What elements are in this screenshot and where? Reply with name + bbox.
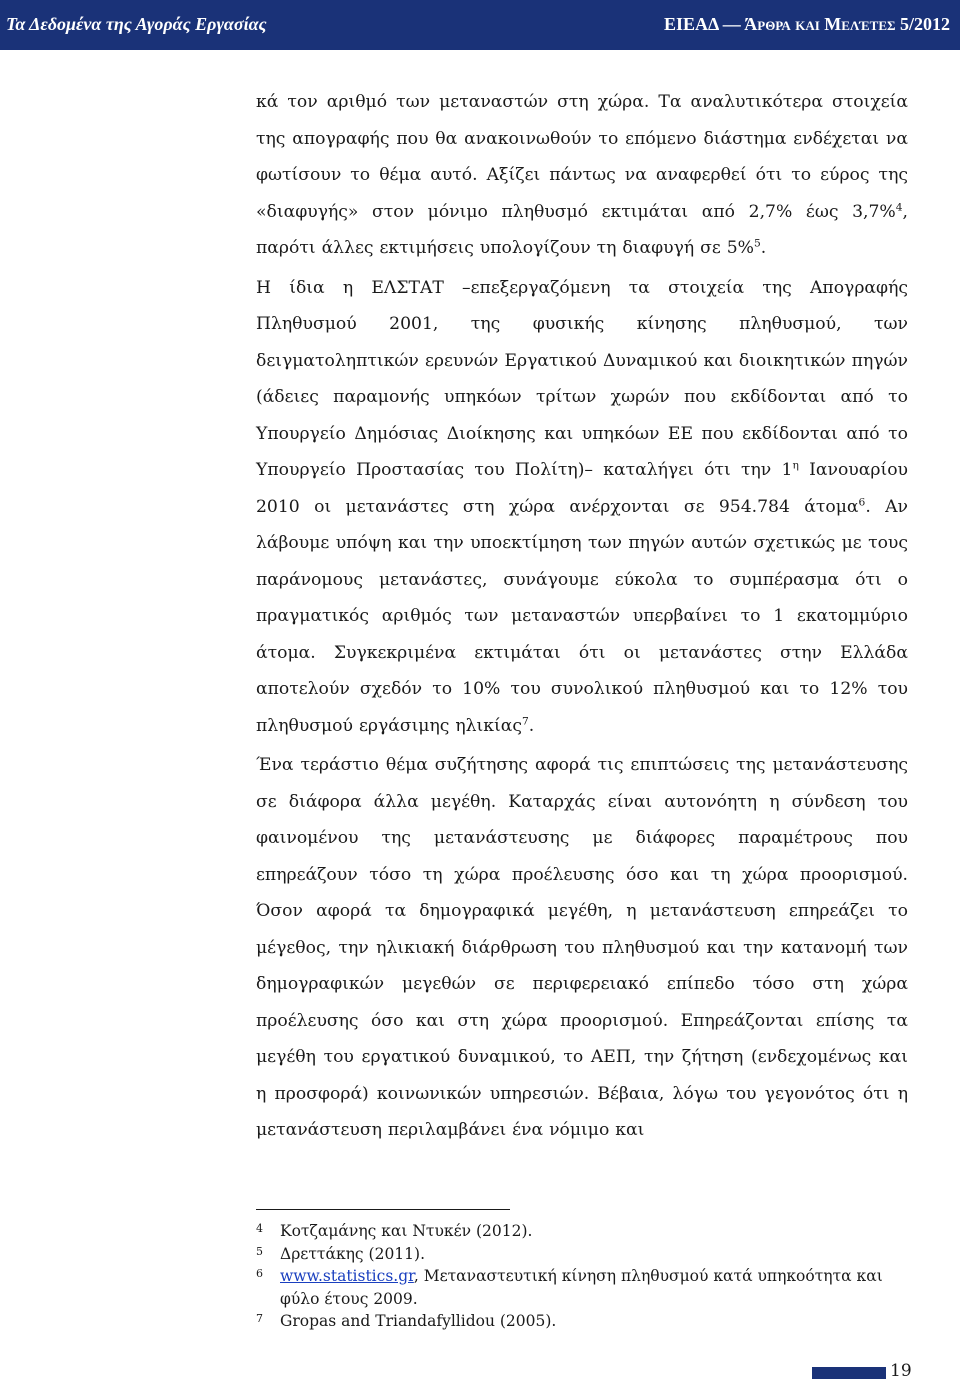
p2-text-c: . Αν λάβουμε υπόψη και την υποεκτίμηση των πηγών αυτών σχετικώς με τους παράνομους μετανάστες, συνάγουμε εύκολα το συμπέρασμα ότι ο πραγματικός αριθμός των μεταναστών υπερβαίνει το 1 εκατομμύριο άτομα. Συγκεκριμένα εκτιμάται ότι οι μετανάστες στην Ελλάδα αποτελούν σχεδόν το 10% του συνολικού πληθυσμού και το 12% του πληθυσμού εργάσιμης ηλικίας [256,496,909,736]
footnote-number: 5 [256,1244,263,1258]
footnote-5 [256,1243,916,1266]
footnote-text: Gropas and Triandafyllidou (2005). [280,1312,557,1330]
paragraph-3: Ένα τεράστιο θέμα συζήτησης αφορά τις επιπτώσεις της μετανάστευσης σε διάφορα άλλα μεγέθη. Καταρχάς είναι αυτονόητη η σύνδεση του φαινομένου της μετανάστευσης με διάφορες παραμέτρους που επηρεάζουν τόσο τη χώρα προέλευσης όσο και τη χώρα προορισμού. Όσον αφορά τα δημογραφικά μεγέθη, η μετανάστευση επηρεάζει το μέγεθος, την ηλικιακή διάρθρωση του πληθυσμού και την κατανομή των δημογραφικών μεγεθών σε περιφερειακό επίπεδο τόσο στη χώρα προέλευσης όσο και στη χώρα προορισμού. Επηρεάζονται επίσης τα μεγέθη του εργατικού δυναμικού, το ΑΕΠ, την ζήτηση (ενδεχομένως και η προσφορά) κοινωνικών υπηρεσιών. Βέβαια, λόγω του γεγονότος ότι η μετανάστευση περιλαμβάνει ένα νόμιμο και [256,755,908,1140]
footnote-ref-7[interactable]: 7 [522,713,529,727]
ordinal-suffix: η [792,458,799,472]
footnote-number: 6 [256,1267,263,1280]
page-number-bar [812,1367,886,1379]
p2-text-a: Η ίδια η ΕΛΣΤΑΤ –επεξεργαζόμενη τα στοιχεία της Απογραφής Πληθυσμού 2001, της φυσικής κίνησης πληθυσμού, των δειγματοληπτικών ερευνών Εργατικού Δυναμικού και διοικητικών πηγών (άδειες παραμονής υπηκόων τρίτων χωρών που εκδίδονται από το Υπουργείο Δημόσιας Διοίκησης και υπηκόων ΕΕ που εκδίδονται από το Υπουργείο Προστασίας του Πολίτη)– καταλήγει ότι την 1 [256,277,908,480]
footnote-number: 4 [256,1222,263,1235]
footnote-text: Κοτζαμάνης και Ντυκέν (2012). [280,1222,533,1240]
p1-text-c: . [760,238,767,258]
footnote-ref-6[interactable]: 6 [858,494,866,508]
p1-text-a: κά τον αριθμό των μεταναστών στη χώρα. Τα αναλυτικότερα στοιχεία της απογραφής που θα ανακοινωθούν το επόμενο διάστημα ενδέχεται να φωτίσουν το θέμα αυτό. Αξίζει πάντως να αναφερθεί ότι το εύρος της «διαφυγής» στον μόνιμο πληθυσμό εκτιμάται από 2,7% έως 3,7% [256,92,908,222]
main-text [256,84,908,1149]
paragraph-1 [256,84,908,267]
footnote-4 [256,1220,916,1243]
p1-text-b: , παρότι άλλες εκτιμήσεις υπολογίζουν τη διαφυγή σε 5% [256,201,908,258]
footnote-ref-4[interactable]: 4 [895,199,903,213]
footnote-7 [256,1310,916,1333]
statistics-link[interactable]: www.statistics.gr [280,1267,414,1285]
footnote-6 [256,1265,916,1310]
footnotes [256,1220,916,1333]
footnote-text: Δρεττάκης (2011). [280,1244,426,1263]
footnote-separator [256,1209,510,1210]
footnote-text-rest: , Μεταναστευτική κίνηση πληθυσμού κατά υπηκοότητα και φύλο έτους 2009. [280,1267,883,1308]
header-publication: ΕΙΕΑΔ — Άρθρα και Μελέτες 5/2012 [663,14,950,34]
footnote-text [280,1265,916,1310]
header-title: Τα Δεδομένα της Αγοράς Εργασίας [6,14,267,34]
running-header [0,0,960,50]
footnote-number: 7 [256,1312,263,1325]
p2-text-d: . [528,715,535,736]
footnote-ref-5[interactable]: 5 [754,236,761,250]
paragraph-2 [256,270,908,745]
p2-text-b: Ιανουαρίου 2010 οι μετανάστες στη χώρα ανέρχονται σε 954.784 άτομα [256,460,908,517]
page-number: 19 [890,1361,912,1381]
